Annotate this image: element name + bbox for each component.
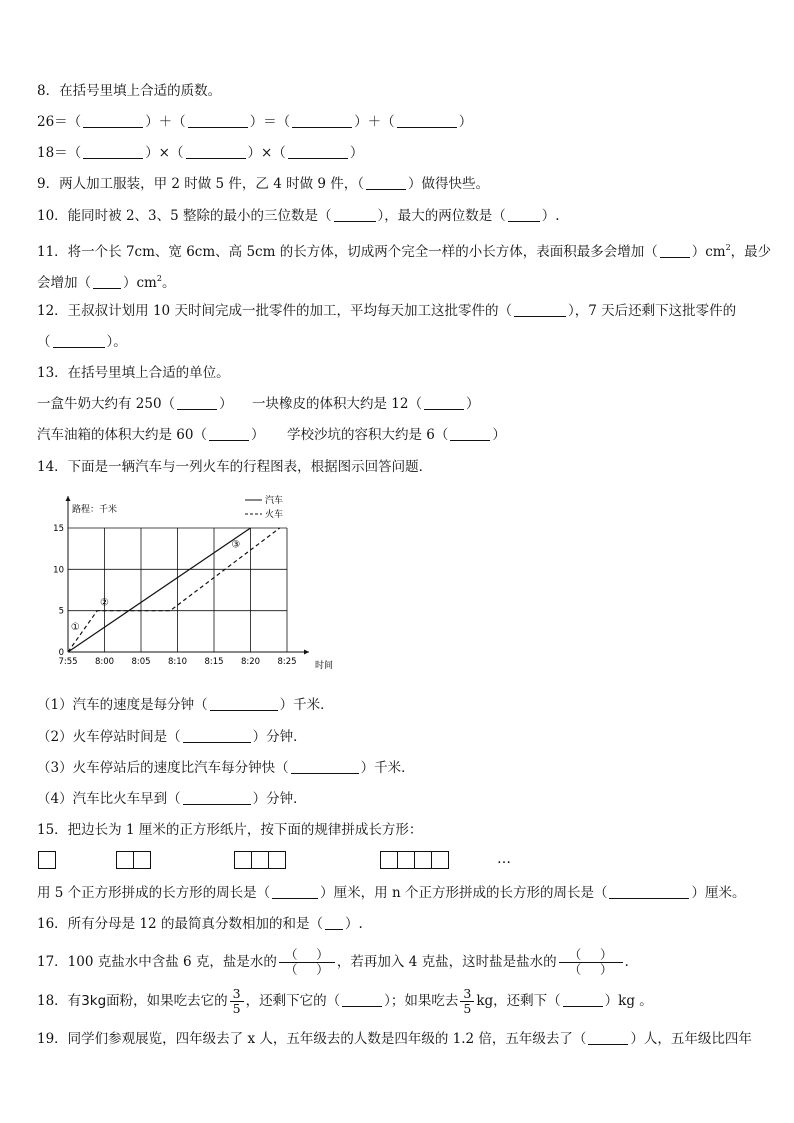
q10 (37, 207, 560, 225)
q14-sub2 (37, 728, 307, 746)
denominator: 5 (232, 1001, 241, 1016)
series-car-line (68, 528, 251, 652)
y-tick-label: 10 (53, 565, 64, 576)
unit-square (251, 851, 269, 869)
answer-blank[interactable] (397, 114, 457, 128)
q18-text: 3kg (81, 993, 107, 1009)
segment-marker: ② (100, 597, 109, 609)
paren: ） (316, 947, 329, 962)
q13-text: ） (465, 396, 480, 412)
q13-text: ） (492, 427, 506, 443)
paren: ） (599, 962, 613, 977)
q18-text: ）；如果吃去 (384, 993, 459, 1009)
paren: （ (568, 947, 582, 962)
unit-square (414, 851, 432, 869)
q14-text: ）分钟． (252, 729, 307, 745)
unit-square (116, 851, 134, 869)
answer-blank[interactable] (334, 208, 376, 222)
answer-blank[interactable] (177, 396, 217, 410)
x-tick-label: 7:55 (58, 657, 78, 667)
denominator: 5 (463, 1001, 472, 1016)
q11-sup: 2 (725, 243, 731, 252)
q14-text: （2）火车停站时间是（ (37, 729, 181, 745)
q11-line2 (37, 270, 175, 292)
legend-car: 汽车 (265, 496, 284, 506)
q14-text: （3）火车停站后的速度比汽车每分钟快（ (37, 760, 289, 776)
q17-text: 17．100 克盐水中含盐 6 克，盐是水的 (37, 954, 277, 970)
q18-text: kg，还剩下（ (476, 993, 561, 1009)
answer-blank[interactable] (186, 145, 246, 159)
q16-text: ）. (344, 916, 363, 932)
paren: （ (285, 947, 298, 962)
q13-prompt: 13．在括号里填上合适的单位。 (37, 365, 230, 381)
answer-blank[interactable] (83, 114, 143, 128)
y-tick-label: 15 (53, 524, 64, 534)
x-tick-label: 8:10 (167, 657, 188, 667)
q8-text: ）＋（ (145, 114, 186, 130)
q8-prompt: 8．在括号里填上合适的质数。 (37, 83, 222, 99)
numerator: 3 (230, 987, 244, 1002)
q11-text: 11．将一个长 7cm、宽 6cm、高 5cm 的长方体，切成两个完全一样的小长方体，表面积最多会增加（ (37, 244, 658, 260)
q13-text: 学校沙坑的容积大约是 6（ (287, 427, 449, 443)
series-train-line (68, 528, 280, 652)
q14-sub1 (37, 696, 334, 714)
answer-blank[interactable] (424, 396, 464, 410)
q13-text: ） (219, 396, 233, 412)
q12-text: 12．王叔叔计划用 10 天时间完成一批零件的加工，平均每天加工这批零件的（ (37, 303, 512, 319)
q19 (37, 1030, 752, 1048)
q13-text: 一盒牛奶大约有 250（ (37, 396, 176, 412)
answer-blank[interactable] (609, 885, 689, 899)
q11-text: ）cm (123, 275, 157, 291)
answer-blank[interactable] (588, 1031, 628, 1045)
q11-text: 。 (161, 275, 176, 291)
answer-blank[interactable] (53, 334, 105, 348)
chart-grid (68, 528, 287, 652)
answer-blank[interactable] (563, 993, 603, 1007)
chart-series (68, 528, 280, 652)
q13-text: ） (250, 427, 265, 443)
answer-blank[interactable] (291, 760, 359, 774)
fraction-blank[interactable] (279, 948, 335, 977)
answer-blank[interactable] (83, 145, 143, 159)
q10-text: 10．能同时被 2、3、5 整除的最小的三位数是（ (37, 208, 332, 224)
q18-text: 面粉，如果吃去它的 (106, 993, 228, 1009)
answer-blank[interactable] (183, 729, 251, 743)
answer-blank[interactable] (325, 916, 343, 930)
unit-square (234, 851, 252, 869)
y-axis-arrow (66, 496, 71, 501)
q14-text: （1）汽车的速度是每分钟（ (37, 697, 208, 713)
x-tick-label: 8:20 (240, 657, 261, 667)
q18-text: 18．有 (37, 993, 82, 1009)
segment-marker: ① (70, 622, 80, 634)
q14-sub4 (37, 790, 307, 808)
q11-text: 会增加（ (37, 275, 91, 291)
q14-text: ）分钟． (252, 791, 307, 807)
q13-text: 一块橡皮的体积大约是 12（ (252, 396, 422, 412)
unit-square (380, 851, 398, 869)
q8-text: ）×（ (247, 145, 286, 161)
unit-square (133, 851, 151, 869)
answer-blank[interactable] (272, 885, 318, 899)
x-axis-label: 时间 (315, 661, 334, 671)
answer-blank[interactable] (508, 208, 540, 222)
q14-text: ）千米． (360, 760, 415, 776)
square-group-4 (380, 851, 449, 868)
y-tick-label: 0 (58, 648, 64, 658)
q18-text: ，还剩下它的（ (245, 993, 341, 1009)
q17-text: ，若再加入 4 克盐，这时盐是盐水的 (336, 954, 557, 970)
q13-row2b (287, 426, 506, 444)
q10-text: ）. (541, 208, 560, 224)
x-tick-label: 8:00 (94, 657, 115, 667)
square-group-3 (234, 851, 286, 868)
q17 (37, 945, 638, 979)
answer-blank[interactable] (366, 176, 406, 190)
q13-row1b (252, 395, 479, 413)
q9 (37, 175, 489, 193)
q8-text: 18＝（ (37, 145, 82, 161)
q19-text: ）人，五年级比四年 (630, 1031, 752, 1047)
answer-blank[interactable] (292, 114, 352, 128)
chart-legend (245, 494, 283, 520)
paren: ） (599, 947, 613, 962)
unit-square (431, 851, 449, 869)
paren: ） (316, 962, 329, 977)
square-group-1 (38, 851, 56, 868)
q13-text: 汽车油箱的体积大约是 60（ (37, 427, 207, 443)
y-tick-label: 5 (58, 606, 64, 617)
fraction (460, 987, 474, 1016)
q14-prompt: 14．下面是一辆汽车与一列火车的行程图表，根据图示回答问题． (37, 459, 433, 475)
legend-train: 火车 (265, 510, 284, 520)
x-tick-label: 8:15 (204, 657, 224, 667)
travel-chart (50, 490, 350, 675)
answer-blank[interactable] (210, 697, 278, 711)
numerator: 3 (460, 987, 474, 1002)
answer-blank[interactable] (183, 791, 251, 805)
segment-marker: ③ (231, 539, 241, 551)
q15-prompt: 15．把边长为 1 厘米的正方形纸片，按下面的规律拼成长方形： (37, 822, 423, 838)
q11-text: ，最少 (730, 244, 772, 260)
unit-square (397, 851, 415, 869)
q9-text: 9．两人加工服装，甲 2 时做 5 件，乙 4 时做 9 件，（ (37, 176, 365, 192)
chart-labels (53, 524, 296, 667)
q16 (37, 915, 363, 933)
answer-blank[interactable] (450, 427, 490, 441)
paren: （ (285, 962, 298, 977)
q12-text: ），7 天后还剩下这批零件的 (567, 303, 737, 319)
unit-square (38, 851, 56, 869)
q11-text: ）cm (691, 244, 726, 260)
fraction (230, 987, 244, 1016)
answer-blank[interactable] (288, 145, 348, 159)
q18 (37, 984, 653, 1018)
q15-line (37, 884, 745, 902)
q11-line1 (37, 239, 771, 261)
q15-text: ）厘米。 (691, 885, 746, 901)
q8-text: ） (458, 114, 473, 130)
q10-text: ），最大的两位数是（ (377, 208, 506, 224)
q8-line2 (37, 144, 363, 162)
q18-text: ）kg 。 (604, 993, 653, 1009)
q15-text: 用 5 个正方形拼成的长方形的周长是（ (37, 885, 271, 901)
q16-text: 16．所有分母是 12 的最简真分数相加的和是（ (37, 916, 323, 932)
q14-sub3 (37, 759, 415, 777)
q17-text: ． (624, 954, 639, 970)
answer-blank[interactable] (188, 114, 248, 128)
x-tick-label: 8:05 (131, 657, 151, 667)
square-pattern (0, 851, 794, 871)
q12-line2 (37, 333, 127, 351)
q8-line1 (37, 113, 472, 131)
q8-text: ） (349, 145, 364, 161)
q19-text: 19．同学们参观展览，四年级去了 x 人，五年级去的人数是四年级的 1.2 倍，五年级去了（ (37, 1031, 587, 1047)
q9-text: ）做得快些。 (408, 176, 490, 192)
q13-row2 (37, 426, 264, 444)
q8-text: ）＋（ (354, 114, 395, 130)
q14-text: （4）汽车比火车早到（ (37, 791, 181, 807)
answer-blank[interactable] (342, 993, 382, 1007)
paren: （ (568, 962, 582, 977)
unit-square (268, 851, 286, 869)
answer-blank[interactable] (660, 244, 690, 258)
answer-blank[interactable] (209, 427, 249, 441)
ellipsis: … (497, 851, 511, 867)
q8-text: ）＝（ (249, 114, 291, 130)
square-group-2 (116, 851, 151, 868)
fraction-blank[interactable] (559, 948, 623, 977)
q12-text: ）。 (106, 334, 127, 350)
q14-text: ）千米． (279, 697, 334, 713)
q13-row1 (37, 395, 233, 413)
answer-blank[interactable] (514, 303, 566, 317)
q15-text: ）厘米，用 n 个正方形拼成的长方形的周长是（ (320, 885, 608, 901)
answer-blank[interactable] (93, 275, 121, 289)
q12-text: （ (37, 334, 51, 350)
q12-line1 (37, 302, 736, 320)
x-tick-label: 8:25 (277, 657, 297, 667)
y-axis-label: 路程：千米 (72, 505, 118, 515)
x-axis-arrow (304, 650, 309, 655)
q8-text: 26＝（ (37, 114, 82, 130)
q8-text: ）×（ (145, 145, 184, 161)
q11-sup: 2 (156, 274, 162, 283)
